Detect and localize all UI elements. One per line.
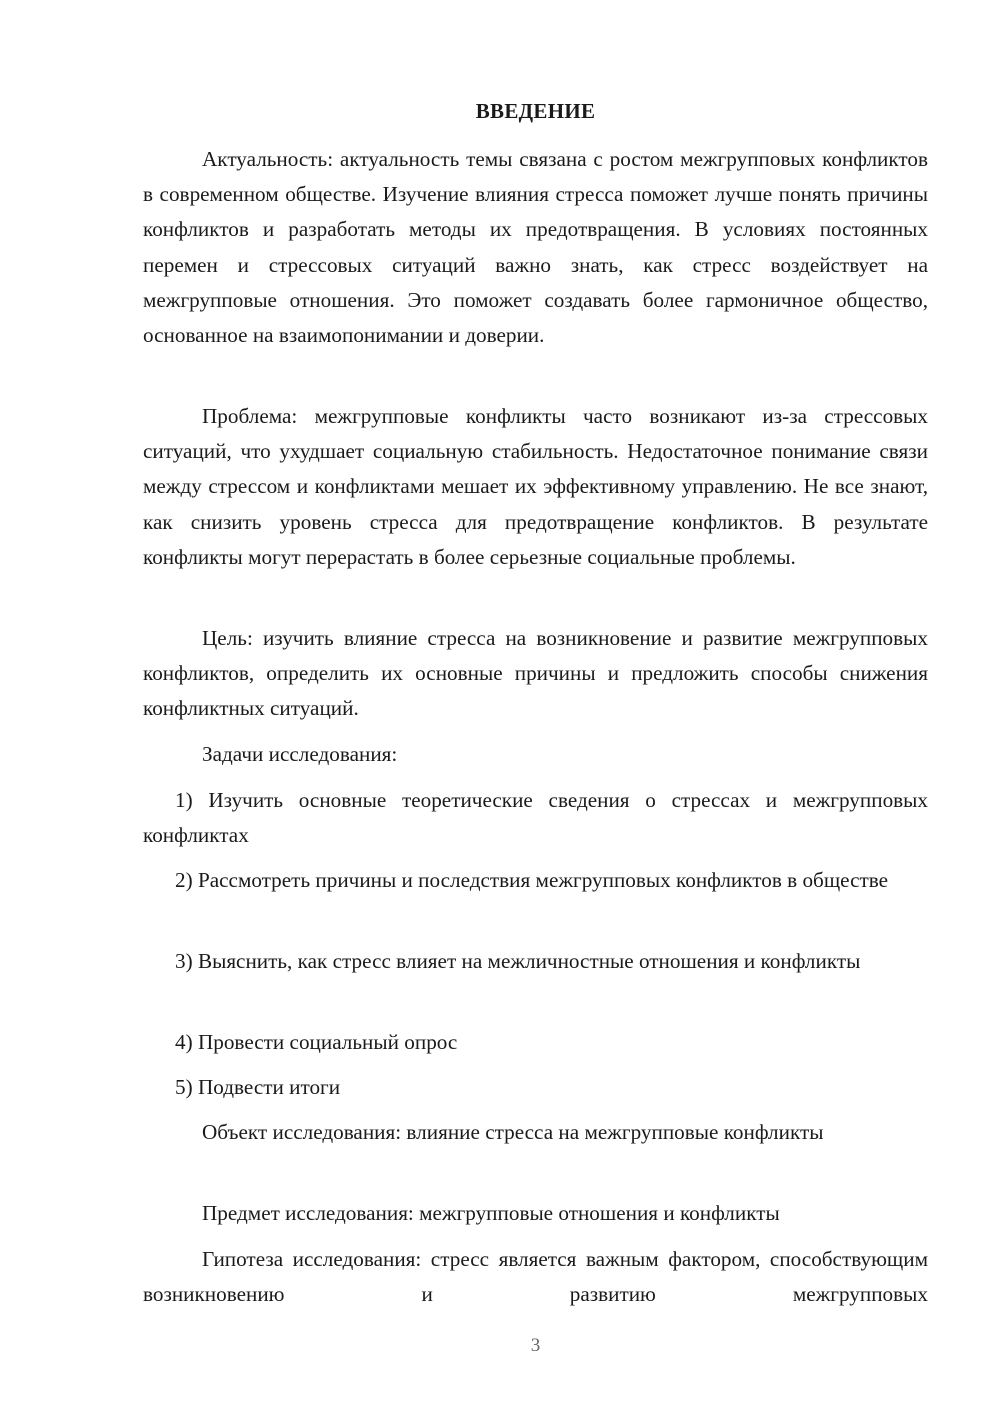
list-item: 2) Рассмотреть причины и последствия межгрупповых конфликтов в обществе <box>175 868 889 892</box>
page-title: ВВЕДЕНИЕ <box>475 99 596 123</box>
paragraph-problem: Проблема: межгрупповые конфликты часто возникают из-за стрессовых ситуаций, что ухудшает социальную стабильность. Недостаточное понимание связи между стрессом и конфликтами мешает их эффективному управлению. Не все знают, как снизить уровень стресса для предотвращение конфликтов. В результате конфликты могут перерастать в более серьезные социальные проблемы. <box>143 404 928 569</box>
page-number: 3 <box>530 1335 541 1356</box>
paragraph-hypothesis: Гипотеза исследования: стресс является важным фактором, способствующим возникновению и развитию межгрупповых <box>143 1247 928 1307</box>
list-item: 5) Подвести итоги <box>175 1075 341 1099</box>
paragraph-subject: Предмет исследования: межгрупповые отношения и конфликты <box>202 1201 780 1225</box>
paragraph-object: Объект исследования: влияние стресса на межгрупповые конфликты <box>202 1120 824 1144</box>
list-item: 4) Провести социальный опрос <box>175 1030 458 1054</box>
paragraph-goal: Цель: изучить влияние стресса на возникновение и развитие межгрупповых конфликтов, определить их основные причины и предложить способы снижения конфликтных ситуаций. <box>143 626 928 721</box>
tasks-heading: Задачи исследования: <box>202 742 398 766</box>
list-item: 3) Выяснить, как стресс влияет на межличностные отношения и конфликты <box>175 949 861 973</box>
paragraph-relevance: Актуальность: актуальность темы связана с ростом межгрупповых конфликтов в современном обществе. Изучение влияния стресса поможет лучше понять причины конфликтов и разработать методы их предотвращения. В условиях постоянных перемен и стрессовых ситуаций важно знать, как стресс воздействует на межгрупповые отношения. Это поможет создавать более гармоничное общество, основанное на взаимопонимании и доверии. <box>143 147 928 348</box>
list-item: 1) Изучить основные теоретические сведения о стрессах и межгрупповых конфликтах <box>143 788 928 848</box>
